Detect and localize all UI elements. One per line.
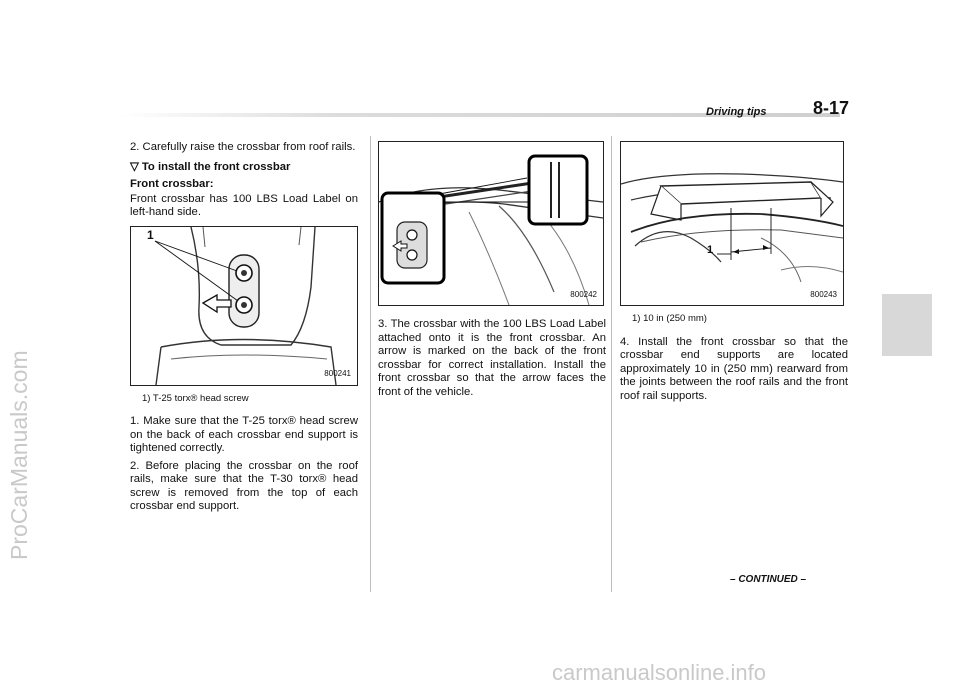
step-2-raise: 2. Carefully raise the crossbar from roof rails. [130, 141, 356, 153]
subheading [130, 161, 358, 175]
step-2-remove-screw: 2. Before placing the crossbar on the roof rails, make sure that the T-30 torx® head screw is removed from the top of each crossbar end support. [130, 459, 358, 512]
triangle-marker-icon: ▽ [130, 160, 139, 173]
watermark-bottom: carmanualsonline.info [552, 660, 767, 685]
figure-code: 800243 [810, 289, 837, 299]
column-1 [130, 141, 358, 518]
figure-caption: 1) T-25 torx® head screw [142, 392, 249, 404]
figure-callout-1: 1 [707, 244, 714, 256]
column-divider-2 [611, 136, 612, 592]
column-2 [378, 141, 606, 403]
page-number: 8-17 [813, 98, 850, 118]
figure-code: 800242 [570, 289, 597, 299]
subheading-text: To install the front crossbar [141, 160, 291, 173]
column-3 [620, 141, 848, 407]
chapter-tab [882, 294, 932, 356]
continued-label: – CONTINUED – [730, 574, 807, 585]
watermark-left: ProCarManuals.com [6, 350, 32, 560]
figure-callout-1: 1 [147, 227, 154, 242]
front-crossbar-illustration [379, 142, 603, 305]
front-crossbar-text: Front crossbar has 100 LBS Load Label on left-hand side. [130, 192, 358, 218]
column-divider-1 [370, 136, 371, 592]
front-crossbar-label: Front crossbar: [130, 178, 214, 190]
step-1-check-screw: 1. Make sure that the T-25 torx® head screw on the back of each crossbar end support is tightened correctly. [130, 415, 358, 454]
step-4-position: 4. Install the front crossbar so that the crossbar end supports are located approximately 10 in (250 mm) rearward from the joints between the roof rails and the front roof rail supports. [620, 335, 848, 402]
step-3-front-crossbar: 3. The crossbar with the 100 LBS Load Label attached onto it is the front crossbar. An arrow is marked on the back of the front crossbar for correct installation. Install the front crossbar so that the arrow faces the front of the vehicle. [378, 318, 606, 398]
section-name: Driving tips [706, 106, 767, 118]
figure-torx-screw [130, 226, 358, 386]
crossbar-position-illustration [621, 142, 843, 305]
figure-caption: 1) 10 in (250 mm) [632, 313, 707, 324]
figure-front-crossbar [378, 141, 604, 306]
figure-code: 800241 [324, 369, 351, 378]
torx-screw-illustration [131, 227, 357, 385]
figure-crossbar-position [620, 141, 844, 306]
